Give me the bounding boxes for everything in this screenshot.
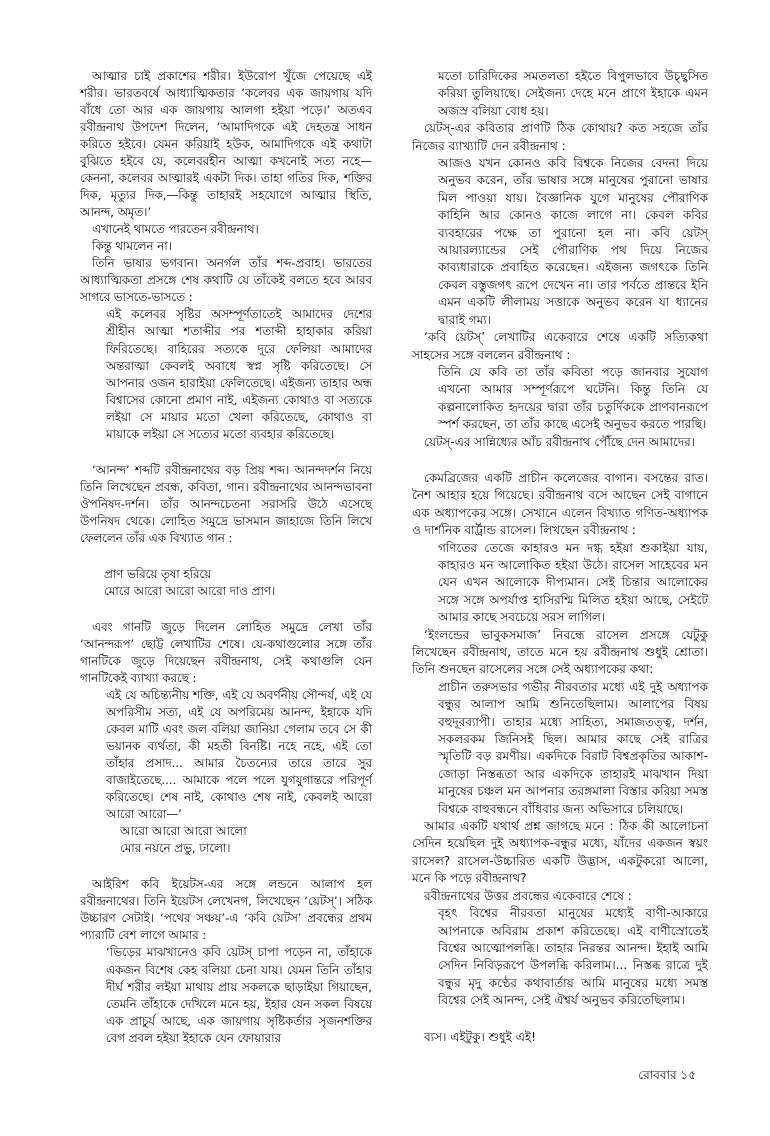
paragraph: য়েটস্-এর সান্নিধ্যের আঁচ রবীন্দ্রনাথ পৌঁছে দেন আমাদের। [424, 434, 696, 449]
paragraph: আমার একটি যথার্থ প্রশ্ন জাগছে মনে : ঠিক কী আলোচনা সেদিন হয়েছিল দুই অধ্যাপক-বন্ধুর মধ্যে, যাঁদের একজন স্বয়ং রাসেল? রাসেল-উচ্চারিত একটি উদ্ভাস, একটুকরো আলো, মনে কি পড়ে রবীন্দ্রনাথ? [412, 819, 708, 886]
paragraph: ‘আনন্দ’ শব্দটি রবীন্দ্রনাথের বড় প্রিয় শব্দ। আনন্দদর্শন নিয়ে তিনি লিখেছেন প্রবন্ধ, কবিতা, গান। রবীন্দ্রনাথের আনন্দভাবনা ঔপনিষদ-দর্শন। তাঁর আনন্দচেতনা সরাসরি উঠে এসেছে উপনিষদ থেকে। লোহিত সমুদ্রে ভাসমান জাহাজে তিনি লিখে ফেললেন তাঁর এক বিখ্যাত গান : [80, 462, 372, 545]
spacer [412, 451, 708, 470]
block-quote: আজও যখন কোনও কবি বিশ্বকে নিজের বেদনা দিয়ে অনুভব করেন, তাঁর ভাষার সঙ্গে মানুষের পুরানো ভাষার মিল পাওয়া যায়। বৈজ্ঞানিক যুগে মানুষের পৌরাণিক কাহিনি আর কোনও কাজে লাগে না। কেবল কবির ব্যবহারের পক্ষে তা পুরানো হল না। কবি য়েটস্ আয়ারল্যান্ডের সেই পৌরাণিক পথ দিয়ে নিজের কাব্যধারাকে প্রবাহিত করেছেন। এইজন্য জগৎকে তিনি কেবল বস্তুজগৎ রূপে দেখেন না। তার পর্বতে প্রান্তরে ইনি এমন একটি লীলাময় সত্তাকে অনুভব করেন যা ধ্যানের দ্বারাই গম্য। [438, 156, 708, 327]
block-quote: মতো চারিদিকের সমতলতা হইতে বিপুলভাবে উচ্ছ্বসিত করিয়া তুলিয়াছে। সেইজন্য দেহে মনে প্রাণে ইহাকে এমন অজস্র বলিয়া বোধ হয়। [438, 69, 708, 118]
spacer [80, 600, 372, 619]
paragraph: রবীন্দ্রনাথের উত্তর প্রবন্ধের একেবারে শেষে : [424, 888, 632, 903]
block-quote: এই কলেবর সৃষ্টির অসম্পূর্ণতাতেই আমাদের দেশের শ্রীহীন আত্মা শতাব্দীর পর শতাব্দী হাহাকার করিয়া ফিরিতেছে। বাহিরের সত্যকে দূরে ফেলিয়া আমাদের অন্তরাত্মা কেবলই অবাধে স্বপ্ন সৃষ্টি করিতেছে। সে আপনার ওজন হারাইয়া ফেলিতেছে। এইজন্য তাহার অন্ধ বিশ্বাসের কোনো প্রমাণ নাই, এইজন্য কোথাও বা সত্যকে লইয়া সে মায়ার মতো খেলা করিতেছে, কোথাও বা মায়াকে লইয়া সে সত্যের মতো ব্যবহার করিতেছে। [106, 307, 372, 441]
block-quote: প্রাচীন তরুসভার গভীর নীরবতার মধ্যে এই দুই অধ্যাপক বন্ধুর আলাপ আমি শুনিতেছিলাম। আলাপের বিষয় বহুদূরব্যাপী। তাহার মধ্যে সাহিত্য, সমাজতত্ত্ব, দর্শন, সকলরকম জিনিসই ছিল। আমার কাছে সেই রাত্রির স্মৃতিটি বড় রমণীয়। একদিকে বিরাট বিশ্বপ্রকৃতির আকাশ-জোড়া নিস্তব্ধতা আর একদিকে তাহারই মাঝখান দিয়া মানুষের চঞ্চল মন আপনার তরঙ্গমালা বিস্তার করিয়া সমস্ত বিশ্বকে বাহুবন্ধনে বাঁধিবার জন্য অভিসারে চলিয়াছে। [438, 679, 708, 816]
paragraph: এখানেই থামতে পারতেন রবীন্দ্রনাথ। [92, 222, 259, 237]
page-folio: রোববার ১৫ [638, 1068, 696, 1082]
paragraph: ‘ইংলন্ডের ভাবুকসমাজ’ নিবন্ধে রাসেল প্রসঙ্গে যেটুকু লিখেছেন রবীন্দ্রনাথ, তাতে মনে হয় রবীন্দ্রনাথ শুধুই শ্রোতা। তিনি শুনছেন রাসেলের সঙ্গে সেই অধ্যাপকের কথা: [412, 627, 708, 677]
spacer [80, 443, 372, 462]
paragraph: কিন্তু থামলেন না। [92, 239, 172, 254]
block-quote: বৃহৎ বিশ্বের নীরবতা মানুষের মধ্যেই বাণী-আকারে আপনাকে অবিরাম প্রকাশ করিতেছে। এই বাণীস্রোতেই বিশ্বের আত্মোপলব্ধি। তাহার নিরন্তর আনন্দ। ইহাই আমি সেদিন নিবিড়রূপে উপলব্ধি করিলাম।... নিস্তব্ধ রাত্রে দুই বন্ধুর মৃদু কণ্ঠের কথাবার্তায় আমি মানুষের মধ্যে সমস্ত বিশ্বের সেই আনন্দ, সেই ঐশ্বর্য অনুভব করিতেছিলাম। [438, 906, 708, 1008]
paragraph: য়েটস্-এর কবিতার প্রাণটি ঠিক কোথায়? কত সহজে তাঁর নিজের ব্যাখ্যাটি দেন রবীন্দ্রনাথ : [412, 121, 708, 153]
block-quote: এই যে অচিন্ত্যনীয় শক্তি, এই যে অবর্ণনীয় সৌন্দর্য, এই যে অপরিসীম সত্য, এই যে অপরিমেয় আনন্দ, ইহাকে যদি কেবল মাটি এবং জল বলিয়া জানিয়া গেলাম তবে সে কী ভয়ানক ব্যর্থতা, কী মহতী বিনষ্টি। নহে নহে, এই তো তাঁহার প্রসাদ... আমার চৈতন্যের তারে তারে সুর বাজাইতেছে.... আমাকে পলে পলে যুগযুগান্তরে পরিপূর্ণ করিতেছে। শেষ নাই, কোথাও শেষ নাই, কেবলই আরো আরো আরো—’ [106, 688, 372, 822]
spacer [80, 547, 372, 566]
song-line: মোরে আরো আরো আরো দাও প্রাণ। [104, 583, 276, 598]
paragraph: আইরিশ কবি ইয়েটস-এর সঙ্গে লন্ডনে আলাপ হল রবীন্দ্রনাথের। তিনি ইয়েটস লেখেনগ, লিখেছেন ‘য়েটস্’। সঠিক উচ্চারণ সেটাই। ‘পথের সঞ্চয়’-এ ‘কবি য়েটস’ প্রবন্ধের প্রথম প্যারাটি বেশ লাগে আমার : [80, 877, 372, 943]
right-column [412, 68, 708, 1046]
spacer [80, 857, 372, 876]
left-column [80, 68, 372, 1047]
paragraph: ‘কবি য়েটস্’ লেখাটির একেবারে শেষে একটি সত্যিকথা সাহসের সঙ্গে বললেন রবীন্দ্রনাথ : [412, 330, 708, 362]
song-line: আরো আরো আরো আলো [120, 824, 247, 839]
paragraph: তিনি ভাষার ভগবান। অনর্গল তাঁর শব্দ-প্রবাহ। ভারতের আধ্যাত্মিকতা প্রসঙ্গে শেষ কথাটি যে তাঁকেই বলতে হবে আরব সাগরে ভাসতে-ভাসতে : [80, 256, 372, 305]
paragraph: এবং গানটি জুড়ে দিলেন লোহিত সমুদ্রে লেখা তাঁর ‘আনন্দরূপ’ ছোট্ট লেখাটির শেষে। যে-কথাগুলোর সঙ্গে তাঁর গানটিকে জুড়ে দিয়েছেন রবীন্দ্রনাথ, সেই কথাগুলি যেন গানটিকেই ব্যাখ্যা করছে : [80, 619, 372, 685]
block-quote: গণিতের তেজে কাহারও মন দগ্ধ হইয়া শুকাইয়া যায়, কাহারও মন আলোকিত হইয়া উঠে। রাসেল সাহেবের মন যেন এখন আলোকে দীপ্যমান। সেই চিন্তার আলোকের সঙ্গে সঙ্গে অপর্যাপ্ত হাসিরশ্মি মিলিত হইয়া আছে, সেইটে আমার কাছে সবচেয়ে সরস লাগিল। [438, 540, 708, 625]
song-line: প্রাণ ভরিয়ে তৃষা হরিয়ে [104, 566, 212, 581]
paragraph: আত্মার চাই প্রকাশের শরীর। ইউরোপ খুঁজে পেয়েছে এই শরীর। ভারতবর্ষে আধ্যাত্মিকতার ‘কলেবর এক জায়গায় যদি বাঁধে তো আর এক জায়গায় আলগা হইয়া পড়ে।’ অতএব রবীন্দ্রনাথ উপদেশ দিলেন, ‘আমাদিগকে এই দেহতন্ত্র সাধন করিতে হইবে। যেমন করিয়াই হউক, আমাদিগকে এই কথাটা বুঝিতে হইবে যে, কলেবরহীন আত্মা কখনোই সত্য নহে—কেননা, কলেবর আত্মারই একটা দিক। তাহা গতির দিক, শক্তির দিক, মৃত্যুর দিক,—কিন্তু তাহারই সহযোগে আত্মার স্থিতি, আনন্দ, অমৃত।’ [80, 69, 372, 220]
block-quote: তিনি যে কবি তা তাঁর কবিতা পড়ে জানবার সুযোগ এখনো আমার সম্পূর্ণরূপে ঘটেনি। কিন্তু তিনি যে কল্পনালোকিত হৃদয়ের দ্বারা তাঁর চতুর্দিককে প্রাণবানরূপে স্পর্শ করছেন, তা তাঁর কাছে এসেই অনুভব করতে পারছি। [438, 364, 708, 432]
song-line: মোর নয়নে প্রভু, ঢালো। [120, 841, 231, 856]
spacer [412, 1010, 708, 1029]
paragraph: কেমব্রিজের একটি প্রাচীন কলেজের বাগান। বসন্তের রাত। নৈশ আহার হয়ে গিয়েছে। রবীন্দ্রনাথ বসে আছেন সেই বাগানে এক অধ্যাপকের সঙ্গে। সেখানে এলেন বিখ্যাত গণিত-অধ্যাপক ও দার্শনিক বার্ট্রান্ড রাসেল। লিখছেন রবীন্দ্রনাথ : [412, 470, 708, 538]
block-quote: ‘ভিড়ের মাঝখানেও কবি য়েটস্ চাপা পড়েন না, তাঁহাকে একজন বিশেষ কেহ বলিয়া চেনা যায়। যেমন তিনি তাঁহার দীর্ঘ শরীর লইয়া মাথায় প্রায় সকলকে ছাড়াইয়া গিয়াছেন, তেমনি তাঁহাকে দেখিলে মনে হয়, ইহার যেন সকল বিষয়ে এক প্রাচুর্য আছে, এক জায়গায় সৃষ্টিকর্তার সৃজনশক্তির বেগ প্রবল হইয়া ইহাকে যেন ফোয়ারার [106, 945, 372, 1045]
closing-line: ব্যস। এইটুকু। শুধুই এই! [424, 1029, 536, 1044]
